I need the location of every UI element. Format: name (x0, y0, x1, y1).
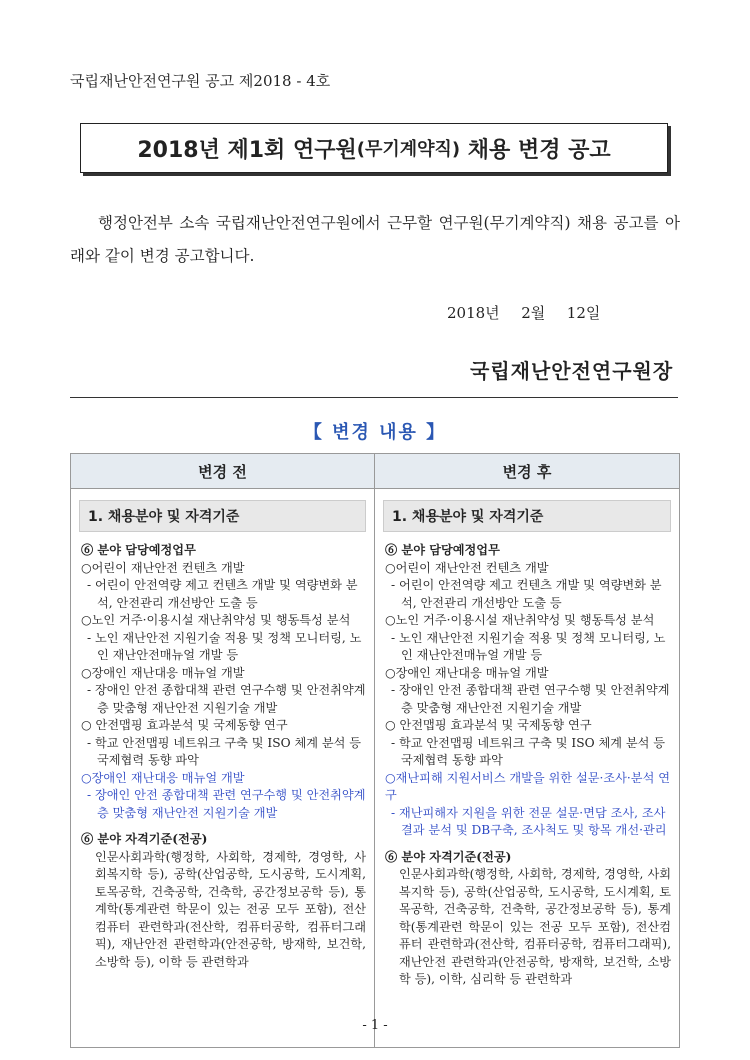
section-heading: 【 변경 내용 】 (303, 422, 447, 443)
duty-detail: - 어린이 안전역량 제고 컨텐츠 개발 및 역량변화 분석, 안전관리 개선방안 도출 등 (391, 578, 662, 610)
after-qual-text: 인문사회과학(행정학, 사회학, 경제학, 경영학, 사회복지학 등), 공학(산업공학, 도시공학, 도시계획, 토목공학, 건축공학, 건축학, 공간정보공학 등), 통계학(통계관련 학문이 있는 전공 모두 포함), 전산컴퓨터 관련학과(전산학, 컴퓨터공학, 컴퓨터그래픽), 재난안전 관련학과(안전공학, 방재학, 보건학, 소방학 등), 이학, 심리학 등 관련학과 (399, 867, 671, 986)
duty-detail: - 노인 재난안전 지원기술 적용 및 정책 모니터링, 노인 재난안전매뉴얼 개발 등 (391, 630, 666, 662)
duty-item: ○어린이 재난안전 컨텐츠 개발 (385, 560, 549, 575)
intro-paragraph: 행정안전부 소속 국립재난안전연구원에서 근무할 연구원(무기계약직) 채용 공고를 아래와 같이 변경 공고합니다. (70, 214, 680, 265)
duty-detail: - 학교 안전맵핑 네트워크 구축 및 ISO 체계 분석 등 국제협력 동향 파악 (391, 735, 666, 767)
duty-item: ○재난피해 지원서비스 개발을 위한 설문·조사·분석 연구 (385, 770, 670, 802)
notice-number: 국립재난안전연구원 공고 제2018 - 4호 (70, 72, 331, 90)
page-number: - 1 - (362, 1018, 388, 1033)
before-qual-text: 인문사회과학(행정학, 사회학, 경제학, 경영학, 사회복지학 등), 공학(산업공학, 도시공학, 도시계획, 토목공학, 건축공학, 건축학, 공간정보공학 등), 통계학(통계관련 학문이 있는 전공 모두 포함), 전산컴퓨터 관련학과(전산학, 컴퓨터공학, 컴퓨터그래픽), 재난안전 관련학과(안전공학, 방재학, 보건학, 소방학 등), 이학 등 관련학과 (95, 849, 366, 969)
duty-item: ○장애인 재난대응 매뉴얼 개발 (385, 665, 549, 680)
before-section-title: 1. 채용분야 및 자격기준 (79, 500, 366, 532)
before-qual-title: ⑥ 분야 자격기준(전공) (81, 832, 208, 846)
duty-detail: - 장애인 안전 종합대책 관련 연구수행 및 안전취약계층 맞춤형 재난안전 지원기술 개발 (87, 683, 366, 715)
duty-item: ○장애인 재난대응 매뉴얼 개발 (81, 665, 245, 680)
duty-item: ○어린이 재난안전 컨텐츠 개발 (81, 560, 245, 575)
before-duties-list (81, 560, 366, 823)
after-header: 변경 후 (375, 454, 679, 489)
title-part-a: 2018년 제1회 연구원 (137, 137, 357, 163)
duty-item: ○노인 거주·이용시설 재난취약성 및 행동특성 분석 (81, 613, 351, 627)
before-body (71, 532, 374, 971)
issuer-name: 국립재난안전연구원장 (470, 359, 674, 383)
document-title (80, 123, 668, 173)
title-part-b: (무기계약직) (356, 139, 461, 160)
change-table (70, 453, 680, 1048)
duty-detail: - 재난피해자 지원을 위한 전문 설문·면담 조사, 조사결과 분석 및 DB구축, 조사척도 및 항목 개선·관리 (391, 805, 667, 837)
after-duties-list (385, 560, 671, 840)
duty-item: ○노인 거주·이용시설 재난취약성 및 행동특성 분석 (385, 613, 655, 627)
after-body (375, 532, 679, 989)
duty-detail: - 장애인 안전 종합대책 관련 연구수행 및 안전취약계층 맞춤형 재난안전 지원기술 개발 (87, 788, 366, 820)
duty-detail: - 학교 안전맵핑 네트워크 구축 및 ISO 체계 분석 등 국제협력 동향 파악 (87, 735, 362, 767)
divider (70, 397, 678, 398)
duty-detail: - 어린이 안전역량 제고 컨텐츠 개발 및 역량변화 분석, 안전관리 개선방안 도출 등 (87, 578, 358, 610)
duty-item: ○ 안전맵핑 효과분석 및 국제동향 연구 (385, 718, 592, 732)
title-part-c: 채용 변경 공고 (460, 137, 611, 163)
after-section-title: 1. 채용분야 및 자격기준 (383, 500, 671, 532)
duty-item: ○장애인 재난대응 매뉴얼 개발 (81, 770, 245, 785)
before-header: 변경 전 (71, 454, 374, 489)
duty-detail: - 장애인 안전 종합대책 관련 연구수행 및 안전취약계층 맞춤형 재난안전 지원기술 개발 (391, 683, 670, 715)
duty-detail: - 노인 재난안전 지원기술 적용 및 정책 모니터링, 노인 재난안전매뉴얼 개발 등 (87, 630, 362, 662)
duty-item: ○ 안전맵핑 효과분석 및 국제동향 연구 (81, 718, 288, 732)
after-column (375, 454, 679, 1047)
before-column (71, 454, 375, 1047)
after-duties-title: ⑥ 분야 담당예정업무 (385, 543, 500, 557)
before-duties-title: ⑥ 분야 담당예정업무 (81, 543, 196, 557)
after-qual-title: ⑥ 분야 자격기준(전공) (385, 849, 512, 864)
notice-date: 2018년 2월 12일 (447, 304, 601, 322)
